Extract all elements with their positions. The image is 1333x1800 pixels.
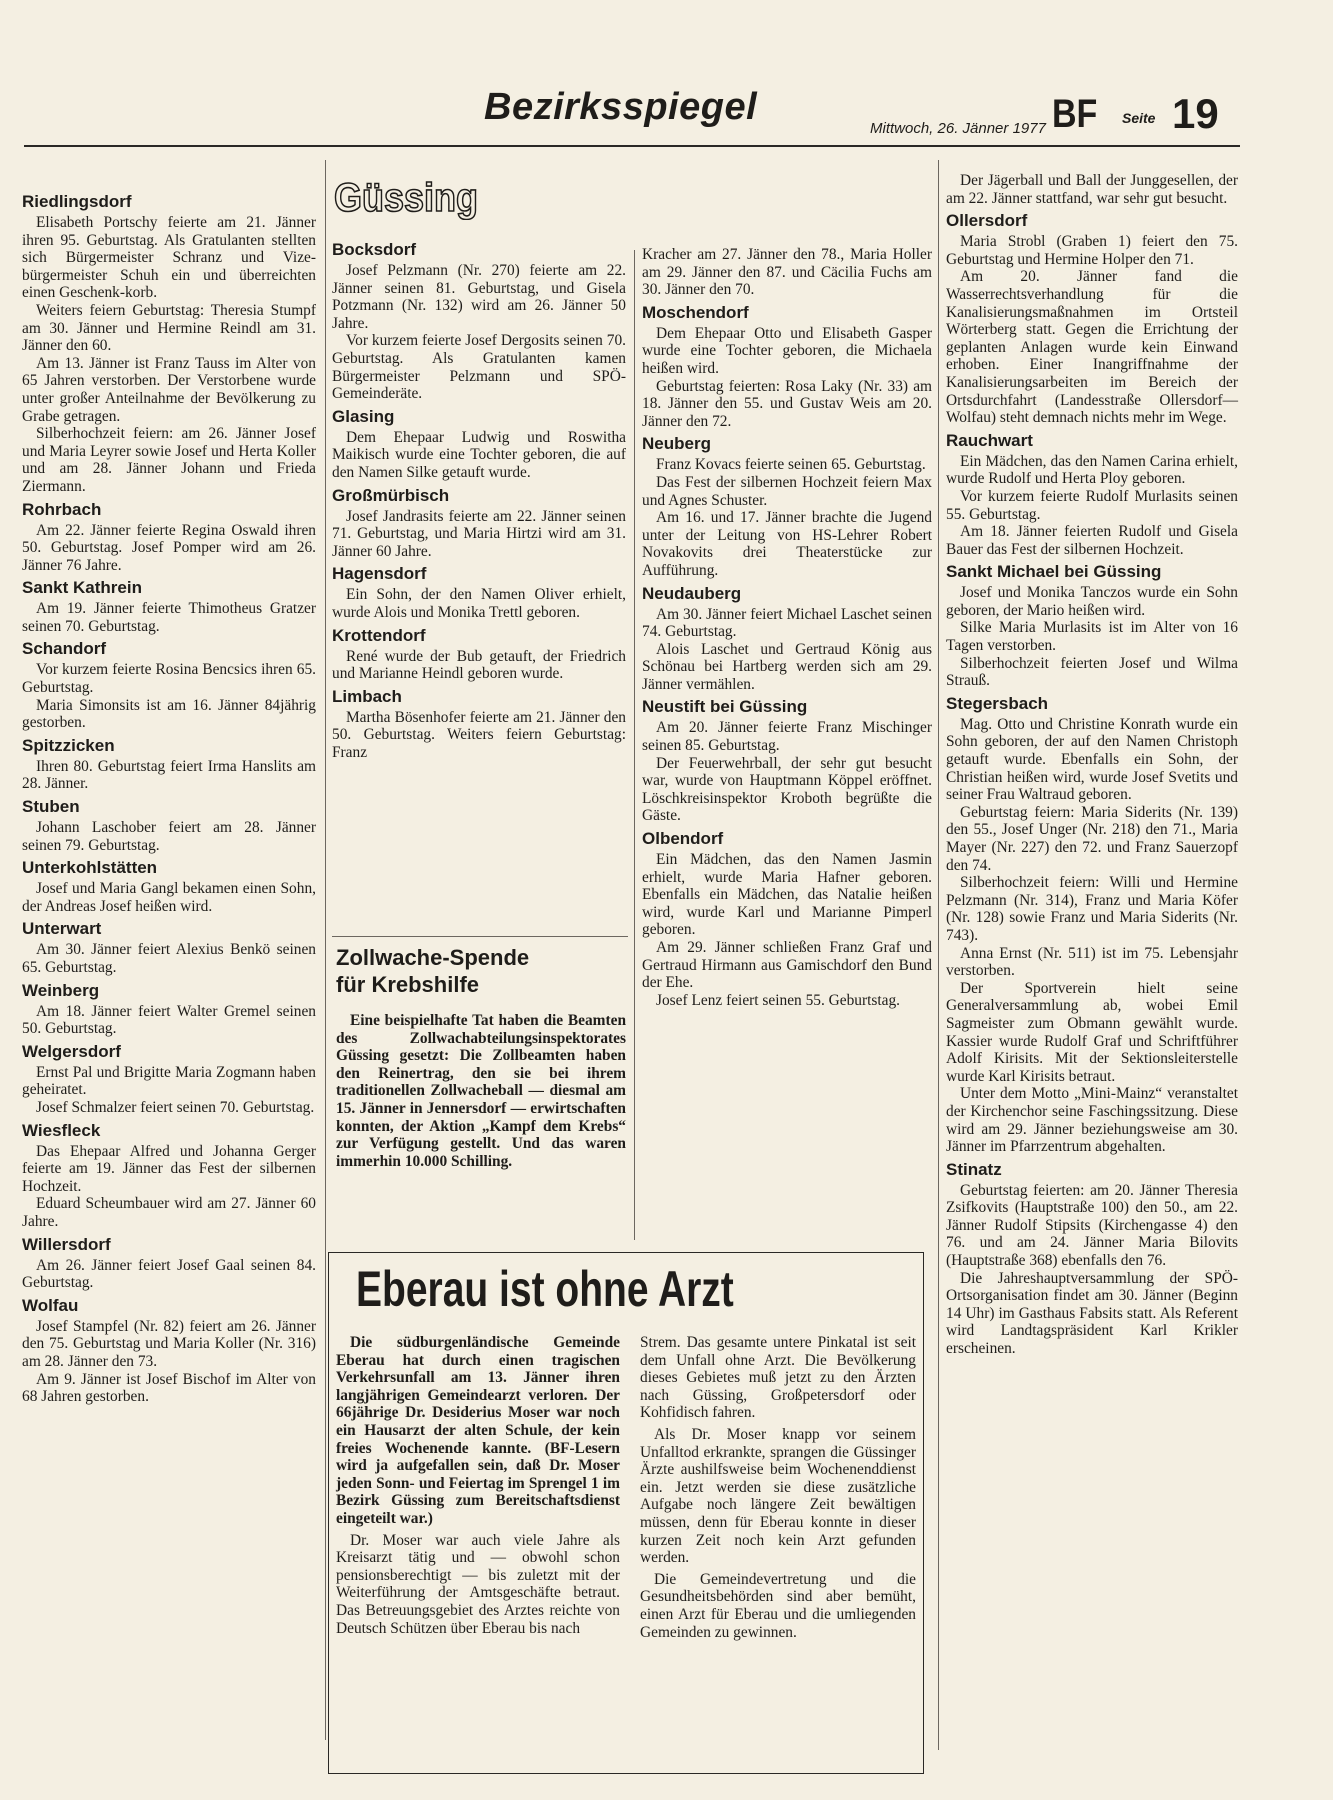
news-paragraph: Silberhochzeit feierten Josef und Wilma Strauß. (946, 654, 1238, 690)
news-entry (22, 981, 316, 1038)
news-paragraph: Das Fest der silbernen Hochzeit feiern Max und Agnes Schuster. (642, 473, 932, 509)
seite-label: Seite (1122, 110, 1156, 126)
news-paragraph: Am 30. Jänner feiert Alexius Benkö seinen 65. Geburtstag. (22, 941, 316, 976)
news-entry (642, 829, 932, 1009)
masthead-rule (24, 145, 1240, 147)
place-heading: Limbach (332, 686, 402, 706)
news-paragraph: Unter dem Motto „Mini-Mainz“ veranstaltet der Kirchenchor seine Faschingssitzung. Diese wird am 29. Jänner beziehungsweise am 30. Jänner im Pfarrzentrum abgehalten. (946, 1085, 1238, 1156)
news-paragraph: Am 18. Jänner feiert Walter Gremel seinen 50. Geburtstag. (22, 1002, 316, 1038)
news-paragraph: Kracher am 27. Jänner den 78., Maria Holler am 29. Jänner den 87. und Cäcilia Fuchs am 30. Jänner den 70. (642, 246, 932, 299)
place-heading: Schandorf (22, 639, 107, 659)
place-heading: Welgersdorf (22, 1041, 121, 1061)
news-paragraph: Silberhochzeit feiern: Willi und Hermine Pelzmann (Nr. 314), Franz und Maria Köfer (Nr. 128) sowie Franz und Maria Siderits (Nr. 743). (946, 874, 1238, 944)
place-heading: Riedlingsdorf (22, 192, 132, 211)
column-divider (634, 250, 635, 1240)
news-entry (946, 1160, 1238, 1358)
news-paragraph: Mag. Otto und Christine Konrath wurde ein Sohn geboren, der auf den Namen Christoph getauft wurde. Ebenfalls ein Sohn, der Christian heißen wird, wurde Josef Svetits und seiner Frau Waltraud geboren. (946, 715, 1238, 804)
news-paragraph: Vor kurzem feierte Rosina Bencsics ihren 65. Geburtstag. (22, 661, 316, 697)
place-heading: Stuben (22, 797, 80, 817)
place-heading: Großmürbisch (332, 485, 450, 505)
news-paragraph: Johann Laschober feiert am 28. Jänner seinen 79. Geburtstag. (22, 819, 316, 854)
news-paragraph: Dem Ehepaar Ludwig und Roswitha Maikisch wurde eine Tochter geboren, die auf den Namen Silke getauft wurde. (332, 428, 626, 481)
eberau-column-2 (640, 1334, 916, 1645)
issue-date: Mittwoch, 26. Jänner 1977 (870, 120, 1046, 137)
news-paragraph: Geburtstag feierten: am 20. Jänner Theresia Zsifkovits (Hauptstraße 100) den 50., am 22. Jänner Rudolf Stipsits (Kirchengasse 4) den 76. und am 24. Jänner Maria Bilovits (Hauptstraße 368) ebenfalls den 76. (946, 1181, 1238, 1270)
eberau-column-1 (336, 1334, 620, 1641)
news-paragraph: Geburtstag feierten: Rosa Laky (Nr. 33) am 18. Jänner den 55. und Gustav Weis am 20. Jänner den 72. (642, 377, 932, 430)
column-divider (325, 160, 326, 1740)
eberau-paragraph: Dr. Moser war auch viele Jahre als Kreisarzt tätig und — obwohl schon pensionsberechtigt — bis zuletzt mit der Weiterführung der Amtsgeschäfte betraut. Das Betreuungsgebiet des Arztes reichte von Deutsch Schützen über Eberau bis nach (336, 1531, 620, 1637)
news-paragraph: Alois Laschet und Gertraud König aus Schönau bei Hartberg werden sich am 29. Jänner vermählen. (642, 640, 932, 693)
place-heading: Unterkohlstätten (22, 858, 158, 878)
news-paragraph: Josef Jandrasits feierte am 22. Jänner seinen 71. Geburtstag, und Maria Hirtzi wird am 31. Jänner 60 Jahre. (332, 507, 626, 560)
zollwache-text: Eine beispielhafte Tat haben die Beamten des Zollwachabteilungsinspektorates Güssing gesetzt: Die Zollbeamten haben den Reinertrag, den sie bei ihrem traditionellen Zollwacheball — diesmal am 15. Jänner in Jennersdorf — erwirtschaften konnten, der Aktion „Kampf dem Krebs“ zur Verfügung gestellt. Und das waren immerhin 10.000 Schilling. (336, 1012, 626, 1170)
news-entry (642, 584, 932, 694)
news-entry (332, 407, 626, 482)
news-paragraph: Josef Schmalzer feiert seinen 70. Geburtstag. (36, 1098, 315, 1116)
news-entry (22, 797, 316, 854)
place-heading: Stegersbach (946, 693, 1049, 713)
news-paragraph: Josef und Maria Gangl bekamen einen Sohn, der Andreas Josef heißen wird. (22, 880, 316, 915)
place-heading: Krottendorf (332, 625, 426, 645)
news-paragraph: Ihren 80. Geburtstag feiert Irma Hanslits am 28. Jänner. (22, 757, 316, 793)
news-paragraph: Eduard Scheumbauer wird am 27. Jänner 60 Jahre. (22, 1195, 316, 1230)
place-heading: Hagensdorf (332, 564, 427, 584)
news-paragraph: Martha Bösenhofer feierte am 21. Jänner den 50. Geburtstag. Weiters feiern Geburtstag: Franz (332, 708, 626, 761)
news-entry (22, 919, 316, 976)
news-entry (946, 694, 1238, 1156)
news-paragraph: Franz Kovacs feierte seinen 65. Geburtstag. (656, 456, 926, 474)
news-paragraph: Elisabeth Portschy feierte am 21. Jänner ihren 95. Geburtstag. Als Gratulanten stellten sich Bürgermeister Schranz und Vize-bürgermeister Schuh ein und überreichten einen Geschenk-korb. (22, 214, 316, 302)
news-entry (22, 1121, 316, 1231)
news-entry (332, 626, 626, 683)
news-paragraph: Vor kurzem feierte Rudolf Murlasits seinen 55. Geburtstag. (946, 487, 1238, 523)
news-paragraph: Silke Maria Murlasits ist im Alter von 16 Tagen verstorben. (946, 619, 1238, 655)
column-3 (642, 246, 932, 1012)
news-paragraph: Am 18. Jänner feierten Rudolf und Gisela Bauer das Fest der silbernen Hochzeit. (946, 523, 1238, 558)
place-heading: Wolfau (22, 1295, 79, 1315)
news-paragraph: Der Jägerball und Ball der Junggesellen, der am 22. Jänner stattfand, war sehr gut besucht. (946, 172, 1238, 207)
news-paragraph: Silberhochzeit feiern: am 26. Jänner Josef und Maria Leyrer sowie Josef und Herta Koller und am 28. Jänner Johann und Frieda Ziermann. (22, 425, 316, 495)
article-separator (332, 936, 628, 937)
news-paragraph: Vor kurzem feierte Josef Dergosits seinen 70. Geburtstag. Als Gratulanten kamen Bürgermeister Pelzmann und SPÖ-Gemeinderäte. (332, 332, 626, 403)
place-heading: Rauchwart (946, 430, 1033, 450)
news-paragraph: Am 19. Jänner feierte Thimotheus Gratzer seinen 70. Geburtstag. (22, 600, 316, 635)
place-heading: Willersdorf (22, 1234, 111, 1254)
place-heading: Neuberg (642, 434, 711, 454)
news-entry (946, 211, 1238, 427)
place-heading: Neustift bei Güssing (642, 697, 808, 717)
brand-logo: BF (1052, 92, 1098, 136)
news-paragraph: Geburtstag feiern: Maria Siderits (Nr. 139) den 55., Josef Unger (Nr. 218) den 71., Maria Mayer (Nr. 227) den 72. und Franz Sauerzopf den 74. (946, 803, 1238, 874)
news-entry (642, 434, 932, 579)
place-heading: Moschendorf (642, 302, 749, 322)
news-entry (642, 697, 932, 825)
eberau-lead: Die südburgenländische Gemeinde Eberau hat durch einen tragischen Verkehrsunfall am 13. Jänner ihren langjährigen Gemeindearzt verloren. Der 66jährige Dr. Desiderius Moser war noch ein Hausarzt der alten Schule, der kein freies Wochenende kannte. (BF-Lesern wird ja aufgefallen sein, daß Dr. Moser jeden Sonn- und Feiertag im Sprengel 1 im Bezirk Güssing zum Bereitschaftsdienst eingeteilt war.) (336, 1334, 620, 1527)
column-1 (22, 188, 316, 1409)
guessing-district-logo: Güssing (334, 176, 479, 220)
news-paragraph: Am 20. Jänner feierte Franz Mischinger seinen 85. Geburtstag. (642, 719, 932, 755)
news-paragraph: René wurde der Bub getauft, der Friedrich und Marianne Heindl geboren wurde. (332, 647, 626, 683)
place-heading: Unterwart (22, 919, 102, 939)
news-paragraph: Ernst Pal und Brigitte Maria Zogmann haben geheiratet. (22, 1063, 316, 1099)
news-entry (946, 431, 1238, 559)
news-entry (332, 240, 626, 403)
news-paragraph: Ein Mädchen, das den Namen Jasmin erhielt, wurde Maria Hafner geboren. Ebenfalls ein Mädchen, das Natalie heißen wird, wurde Karl und Marianne Pimperl geboren. (642, 851, 932, 939)
news-paragraph: Maria Strobl (Graben 1) feiert den 75. Geburtstag und Hermine Holper den 71. (946, 233, 1238, 268)
news-entry (22, 736, 316, 793)
news-paragraph: Am 26. Jänner feiert Josef Gaal seinen 84. Geburtstag. (22, 1256, 316, 1292)
place-heading: Ollersdorf (946, 211, 1028, 231)
news-entry (22, 500, 316, 575)
news-paragraph: Der Feuerwehrball, der sehr gut besucht war, wurde von Hauptmann Köppel eröffnet. Löschkreisinspektor Kroboth begrüßte die Gäste. (642, 754, 932, 825)
news-paragraph: Das Ehepaar Alfred und Johanna Gerger feierte am 19. Jänner das Fest der silbernen Hochzeit. (22, 1142, 316, 1195)
column-4 (946, 172, 1238, 1361)
eberau-paragraph: Die Gemeindevertretung und die Gesundheitsbehörden sind aber bemüht, einen Arzt für Eberau und die umliegenden Gemeinden zu gewinnen. (640, 1570, 916, 1641)
news-entry (22, 858, 316, 915)
news-entry (22, 639, 316, 731)
eberau-paragraph: Als Dr. Moser knapp vor seinem Unfalltod erkrankte, sprangen die Güssinger Ärzte aushilfsweise beim Wochenenddienst ein. Jetzt werden sie diese zusätzliche Aufgabe noch längere Zeit bewältigen müssen, denn für Eberau konnte in dieser kurzen Zeit noch kein Arzt gefunden werden. (640, 1425, 916, 1567)
news-entry (22, 578, 316, 635)
news-paragraph: Am 20. Jänner fand die Wasserrechtsverhandlung für die Kanalisierungsmaßnahmen im Ortsteil Wörterberg statt. Gegen die Errichtung der geplanten Anlagen wurde kein Einwand erhoben. Einer Inangriffnahme der Kanalisierungsarbeiten im Bereich der Ortsdurchfahrt (Landesstraße Ollersdorf—Wolfau) steht demnach nichts mehr im Wege. (946, 268, 1238, 427)
place-heading: Rohrbach (22, 499, 102, 519)
place-heading: Spitzzicken (22, 735, 115, 755)
place-heading: Glasing (332, 406, 395, 426)
column-divider (938, 160, 939, 1750)
news-paragraph: Die Jahreshauptversammlung der SPÖ-Ortsorganisation findet am 30. Jänner (Beginn 14 Uhr) im Gasthaus Fabsits statt. Als Referent wird Landtagspräsident Karl Krikler erscheinen. (946, 1269, 1238, 1358)
news-entry (332, 687, 626, 762)
place-heading: Bocksdorf (332, 240, 417, 259)
news-entry (946, 562, 1238, 690)
news-entry (642, 303, 932, 431)
zollwache-headline (336, 944, 626, 998)
place-heading: Weinberg (22, 980, 100, 1000)
news-paragraph: Josef Lenz feiert seinen 55. Geburtstag. (656, 991, 901, 1009)
place-heading: Sankt Michael bei Güssing (946, 562, 1162, 582)
masthead (24, 86, 1240, 142)
news-paragraph: Dem Ehepaar Otto und Elisabeth Gasper wurde eine Tochter geboren, die Michaela heißen wird. (642, 324, 932, 377)
news-paragraph: Josef Pelzmann (Nr. 270) feierte am 22. Jänner seinen 81. Geburtstag, und Gisela Potzmann (Nr. 132) wird am 26. Jänner 50 Jahre. (332, 262, 626, 332)
news-paragraph: Am 30. Jänner feiert Michael Laschet seinen 74. Geburtstag. (642, 605, 932, 641)
column-2 (332, 236, 626, 764)
zollwache-body (336, 1012, 626, 1170)
news-paragraph: Der Sportverein hielt seine Generalversammlung ab, wobei Emil Sagmeister zum Obmann gewählt wurde. Kassier wurde Rudolf Graf und Schriftführer Adolf Kirisits. Mit der Sektionsleiterstelle wurde Karl Kirisits betraut. (946, 979, 1238, 1085)
news-paragraph: Josef und Monika Tanczos wurde ein Sohn geboren, der Mario heißen wird. (946, 584, 1238, 619)
news-entry (22, 1296, 316, 1406)
news-paragraph: Am 16. und 17. Jänner brachte die Jugend unter der Leitung von HS-Lehrer Robert Novakovits drei Theaterstücke zur Aufführung. (642, 509, 932, 579)
news-paragraph: Josef Stampfel (Nr. 82) feiert am 26. Jänner den 75. Geburtstag und Maria Koller (Nr. 316) am 28. Jänner den 73. (22, 1317, 316, 1370)
news-paragraph: Weiters feiern Geburtstag: Theresia Stumpf am 30. Jänner und Hermine Reindl am 31. Jänner den 60. (22, 301, 316, 355)
news-paragraph: Am 13. Jänner ist Franz Tauss im Alter von 65 Jahren verstorben. Der Verstorbene wurde unter großer Anteilnahme der Bevölkerung zu Grabe getragen. (22, 354, 316, 425)
news-entry (22, 1235, 316, 1292)
place-heading: Sankt Kathrein (22, 578, 142, 598)
place-heading: Olbendorf (642, 829, 724, 849)
news-paragraph: Ein Sohn, der den Namen Oliver erhielt, wurde Alois und Monika Trettl geboren. (332, 586, 626, 621)
place-heading: Neudauberg (642, 583, 742, 603)
news-entry (22, 192, 316, 496)
place-heading: Stinatz (946, 1159, 1002, 1179)
eberau-headline: Eberau ist ohne Arzt (356, 1261, 734, 1317)
eberau-paragraph: Strem. Das gesamte untere Pinkatal ist seit dem Unfall ohne Arzt. Die Bevölkerung dieses Gebietes muß jetzt zu den Ärzten nach Güssing, Großpetersdorf oder Kohfidisch fahren. (640, 1334, 916, 1422)
zollwache-headline-line2: für Krebshilfe (336, 972, 480, 997)
zollwache-headline-line1: Zollwache-Spende (336, 945, 530, 970)
news-entry (946, 172, 1238, 207)
news-paragraph: Am 22. Jänner feierte Regina Oswald ihren 50. Geburtstag. Josef Pomper wird am 26. Jänner 76 Jahre. (22, 521, 316, 574)
section-title: Bezirksspiegel (484, 86, 758, 128)
page-number: 19 (1172, 90, 1219, 137)
news-entry (332, 564, 626, 621)
news-entry (642, 246, 932, 299)
news-paragraph: Anna Ernst (Nr. 511) ist im 75. Lebensjahr verstorben. (946, 944, 1238, 980)
news-paragraph: Am 9. Jänner ist Josef Bischof im Alter von 68 Jahren gestorben. (22, 1370, 316, 1406)
news-paragraph: Am 29. Jänner schließen Franz Graf und Gertraud Hirmann aus Gamischdorf den Bund der Ehe. (642, 939, 932, 992)
news-paragraph: Ein Mädchen, das den Namen Carina erhielt, wurde Rudolf und Herta Ploy geboren. (946, 452, 1238, 488)
news-paragraph: Maria Simonsits ist am 16. Jänner 84jährig gestorben. (22, 696, 316, 732)
place-heading: Wiesfleck (22, 1120, 101, 1140)
news-entry (332, 486, 626, 561)
news-entry (22, 1042, 316, 1117)
